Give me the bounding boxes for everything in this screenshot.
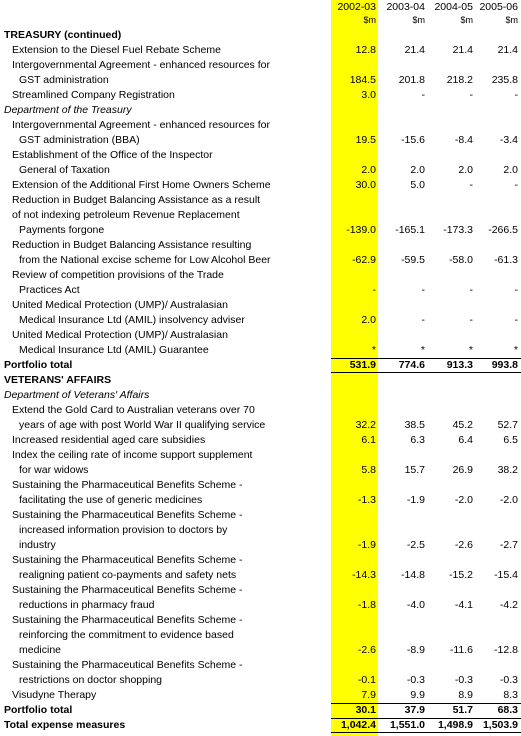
value-cell: -4.1: [454, 599, 473, 611]
row-label: Extend the Gold Card to Australian veterans over 70: [12, 404, 255, 416]
year-header: 2005-06: [479, 1, 518, 13]
value-cell: -: [514, 89, 518, 101]
row-label: Establishment of the Office of the Inspector: [12, 149, 213, 161]
year-header-row: [0, 0, 521, 14]
value-cell: 218.2: [446, 74, 473, 86]
rule-line: [331, 358, 521, 359]
value-cell: 7.9: [361, 689, 376, 701]
value-cell: -: [469, 89, 473, 101]
table-row-continuation: [0, 523, 521, 538]
row-label: realigning patient co-payments and safety nets: [19, 569, 237, 581]
table-row: [0, 58, 521, 73]
value-cell: -: [469, 314, 473, 326]
row-label: Medical Insurance Ltd (AMIL) insolvency adviser: [19, 314, 245, 326]
value-cell: *: [371, 344, 376, 356]
row-label: General of Taxation: [19, 164, 110, 176]
row-label: Reduction in Budget Balancing Assistance resulting: [12, 239, 252, 251]
table-body: [0, 28, 521, 733]
value-cell: 51.7: [452, 704, 473, 716]
value-cell: 1,042.4: [340, 719, 376, 731]
row-label: Reduction in Budget Balancing Assistance as a result: [12, 194, 261, 206]
value-cell: -15.4: [494, 569, 518, 581]
value-cell: -2.7: [499, 539, 518, 551]
value-cell: 21.4: [452, 44, 473, 56]
value-cell: 2.0: [410, 164, 425, 176]
value-cell: -0.1: [357, 674, 376, 686]
value-cell: -2.0: [499, 494, 518, 506]
total-row: [0, 718, 521, 733]
value-cell: -266.5: [488, 224, 518, 236]
value-cell: 8.9: [458, 689, 473, 701]
year-header: 2004-05: [434, 1, 473, 13]
table-row: [0, 403, 521, 418]
value-cell: 3.0: [361, 89, 376, 101]
value-cell: -0.3: [454, 674, 473, 686]
value-cell: 9.9: [410, 689, 425, 701]
value-cell: -14.8: [401, 569, 425, 581]
total-row: [0, 703, 521, 718]
value-cell: 913.3: [446, 359, 473, 371]
value-cell: -0.3: [406, 674, 425, 686]
table-row: [0, 433, 521, 448]
total-row: [0, 358, 521, 373]
value-cell: 52.7: [497, 419, 518, 431]
table-row-continuation: [0, 673, 521, 688]
row-label: reductions in pharmacy fraud: [19, 599, 155, 611]
value-cell: -139.0: [346, 224, 376, 236]
value-cell: 38.2: [497, 464, 518, 476]
value-cell: -59.5: [401, 254, 425, 266]
row-label: Practices Act: [19, 284, 80, 296]
rule-line: [331, 732, 521, 733]
row-label: Intergovernmental Agreement - enhanced resources for: [12, 119, 270, 131]
value-cell: -4.2: [499, 599, 518, 611]
value-cell: -: [514, 284, 518, 296]
table-row: [0, 193, 521, 208]
row-label: reinforcing the commitment to evidence based: [19, 629, 234, 641]
table-row-continuation: [0, 463, 521, 478]
value-cell: 68.3: [497, 704, 518, 716]
row-label: VETERANS' AFFAIRS: [4, 374, 112, 386]
value-cell: *: [513, 344, 518, 356]
table-row-continuation: [0, 163, 521, 178]
value-cell: -58.0: [449, 254, 473, 266]
value-cell: 37.9: [404, 704, 425, 716]
value-cell: -1.8: [357, 599, 376, 611]
value-cell: 235.8: [491, 74, 518, 86]
value-cell: -: [372, 284, 376, 296]
value-cell: -3.4: [499, 134, 518, 146]
row-label: Sustaining the Pharmaceutical Benefits Scheme -: [12, 509, 243, 521]
row-label: of not indexing petroleum Revenue Replacement: [12, 209, 240, 221]
value-cell: 2.0: [361, 164, 376, 176]
rule-line: [331, 703, 521, 704]
row-label: Total expense measures: [4, 719, 126, 731]
value-cell: -62.9: [352, 254, 376, 266]
row-label: Medical Insurance Ltd (AMIL) Guarantee: [19, 344, 209, 356]
value-cell: -: [514, 179, 518, 191]
value-cell: -: [421, 284, 425, 296]
row-label: Streamlined Company Registration: [12, 89, 175, 101]
value-cell: -8.9: [406, 644, 425, 656]
row-label: GST administration (BBA): [19, 134, 140, 146]
unit-header-row: [0, 14, 521, 28]
table-row-continuation: [0, 283, 521, 298]
table-row-continuation: [0, 253, 521, 268]
value-cell: 6.4: [458, 434, 473, 446]
value-cell: -12.8: [494, 644, 518, 656]
year-header: 2002-03: [337, 1, 376, 13]
table-row: [0, 478, 521, 493]
value-cell: -: [514, 314, 518, 326]
row-label: increased information provision to doctors by: [19, 524, 228, 536]
row-label: Department of the Treasury: [4, 104, 132, 116]
value-cell: -1.9: [357, 539, 376, 551]
value-cell: -8.4: [454, 134, 473, 146]
row-label: Review of competition provisions of the Trade: [12, 269, 224, 281]
table-row-continuation: [0, 568, 521, 583]
value-cell: 30.1: [355, 704, 376, 716]
section-heading-row: [0, 373, 521, 388]
table-row: [0, 178, 521, 193]
value-cell: 2.0: [458, 164, 473, 176]
value-cell: 184.5: [349, 74, 376, 86]
table-row: [0, 148, 521, 163]
row-label: Department of Veterans' Affairs: [4, 389, 150, 401]
unit-header: $m: [412, 15, 425, 25]
row-label: Sustaining the Pharmaceutical Benefits Scheme -: [12, 659, 243, 671]
row-label: Index the ceiling rate of income support supplement: [12, 449, 253, 461]
value-cell: 6.3: [410, 434, 425, 446]
row-label: industry: [19, 539, 56, 551]
value-cell: -61.3: [494, 254, 518, 266]
table-row-continuation: [0, 133, 521, 148]
table-row: [0, 658, 521, 673]
value-cell: 32.2: [355, 419, 376, 431]
table-row: [0, 118, 521, 133]
table-row-continuation: [0, 343, 521, 358]
row-label: Sustaining the Pharmaceutical Benefits Scheme -: [12, 614, 243, 626]
value-cell: 12.8: [355, 44, 376, 56]
value-cell: -165.1: [395, 224, 425, 236]
row-label: restrictions on doctor shopping: [19, 674, 162, 686]
value-cell: -173.3: [443, 224, 473, 236]
year-header: 2003-04: [386, 1, 425, 13]
table-row-continuation: [0, 223, 521, 238]
value-cell: 5.8: [361, 464, 376, 476]
table-row: [0, 268, 521, 283]
table-row-continuation: [0, 73, 521, 88]
value-cell: -14.3: [352, 569, 376, 581]
unit-header: $m: [460, 15, 473, 25]
value-cell: -2.5: [406, 539, 425, 551]
value-cell: 993.8: [491, 359, 518, 371]
value-cell: 1,551.0: [389, 719, 425, 731]
value-cell: 45.2: [452, 419, 473, 431]
value-cell: -2.0: [454, 494, 473, 506]
value-cell: 201.8: [398, 74, 425, 86]
value-cell: *: [468, 344, 473, 356]
table-row: [0, 238, 521, 253]
table-row-continuation: [0, 313, 521, 328]
value-cell: -: [469, 179, 473, 191]
table-row-continuation: [0, 643, 521, 658]
table-row: [0, 208, 521, 223]
row-label: TREASURY (continued): [4, 29, 122, 41]
value-cell: 6.1: [361, 434, 376, 446]
value-cell: 15.7: [404, 464, 425, 476]
table-row-continuation: [0, 538, 521, 553]
row-label: Intergovernmental Agreement - enhanced resources for: [12, 59, 270, 71]
value-cell: 38.5: [404, 419, 425, 431]
row-label: Portfolio total: [4, 704, 73, 716]
row-label: Portfolio total: [4, 359, 73, 371]
row-label: from the National excise scheme for Low Alcohol Beer: [19, 254, 271, 266]
value-cell: 2.0: [361, 314, 376, 326]
department-heading-row: [0, 103, 521, 118]
table-row: [0, 613, 521, 628]
row-label: Sustaining the Pharmaceutical Benefits Scheme -: [12, 584, 243, 596]
row-label: Visudyne Therapy: [12, 689, 97, 701]
value-cell: -1.9: [406, 494, 425, 506]
table-row: [0, 508, 521, 523]
value-cell: -15.6: [401, 134, 425, 146]
row-label: GST administration: [19, 74, 109, 86]
value-cell: -: [421, 314, 425, 326]
value-cell: -15.2: [449, 569, 473, 581]
value-cell: 8.3: [503, 689, 518, 701]
table-row: [0, 553, 521, 568]
section-heading-row: [0, 28, 521, 43]
row-label: Increased residential aged care subsidies: [12, 434, 206, 446]
value-cell: -11.6: [449, 644, 473, 656]
row-label: medicine: [19, 644, 62, 656]
table-row: [0, 88, 521, 103]
row-label: Sustaining the Pharmaceutical Benefits Scheme -: [12, 554, 243, 566]
row-label: Extension of the Additional First Home Owners Scheme: [12, 179, 271, 191]
value-cell: 774.6: [398, 359, 425, 371]
table-row: [0, 43, 521, 58]
value-cell: 5.0: [410, 179, 425, 191]
unit-header: $m: [505, 15, 518, 25]
department-heading-row: [0, 388, 521, 403]
row-label: Sustaining the Pharmaceutical Benefits Scheme -: [12, 479, 243, 491]
row-label: Extension to the Diesel Fuel Rebate Scheme: [12, 44, 221, 56]
value-cell: 2.0: [503, 164, 518, 176]
value-cell: *: [420, 344, 425, 356]
value-cell: 6.5: [503, 434, 518, 446]
value-cell: -4.0: [406, 599, 425, 611]
value-cell: 21.4: [404, 44, 425, 56]
unit-header: $m: [363, 15, 376, 25]
table-row-continuation: [0, 493, 521, 508]
table-row: [0, 583, 521, 598]
value-cell: -0.3: [499, 674, 518, 686]
table-row: [0, 688, 521, 703]
value-cell: 531.9: [349, 359, 376, 371]
row-label: United Medical Protection (UMP)/ Australasian: [12, 299, 228, 311]
value-cell: -: [469, 284, 473, 296]
rule-line: [331, 718, 521, 719]
table-row: [0, 448, 521, 463]
value-cell: 21.4: [497, 44, 518, 56]
table-row-continuation: [0, 418, 521, 433]
table-row: [0, 298, 521, 313]
row-label: Payments forgone: [19, 224, 105, 236]
value-cell: 1,503.9: [482, 719, 518, 731]
value-cell: -1.3: [357, 494, 376, 506]
value-cell: 1,498.9: [437, 719, 473, 731]
row-label: for war widows: [19, 464, 89, 476]
table-row-continuation: [0, 628, 521, 643]
value-cell: 26.9: [452, 464, 473, 476]
table-row: [0, 328, 521, 343]
value-cell: 30.0: [355, 179, 376, 191]
value-cell: 19.5: [355, 134, 376, 146]
value-cell: -2.6: [357, 644, 376, 656]
row-label: United Medical Protection (UMP)/ Australasian: [12, 329, 228, 341]
table-row-continuation: [0, 598, 521, 613]
row-label: years of age with post World War II qualifying service: [19, 419, 266, 431]
value-cell: -: [421, 89, 425, 101]
value-cell: -2.6: [454, 539, 473, 551]
row-label: facilitating the use of generic medicines: [19, 494, 203, 506]
